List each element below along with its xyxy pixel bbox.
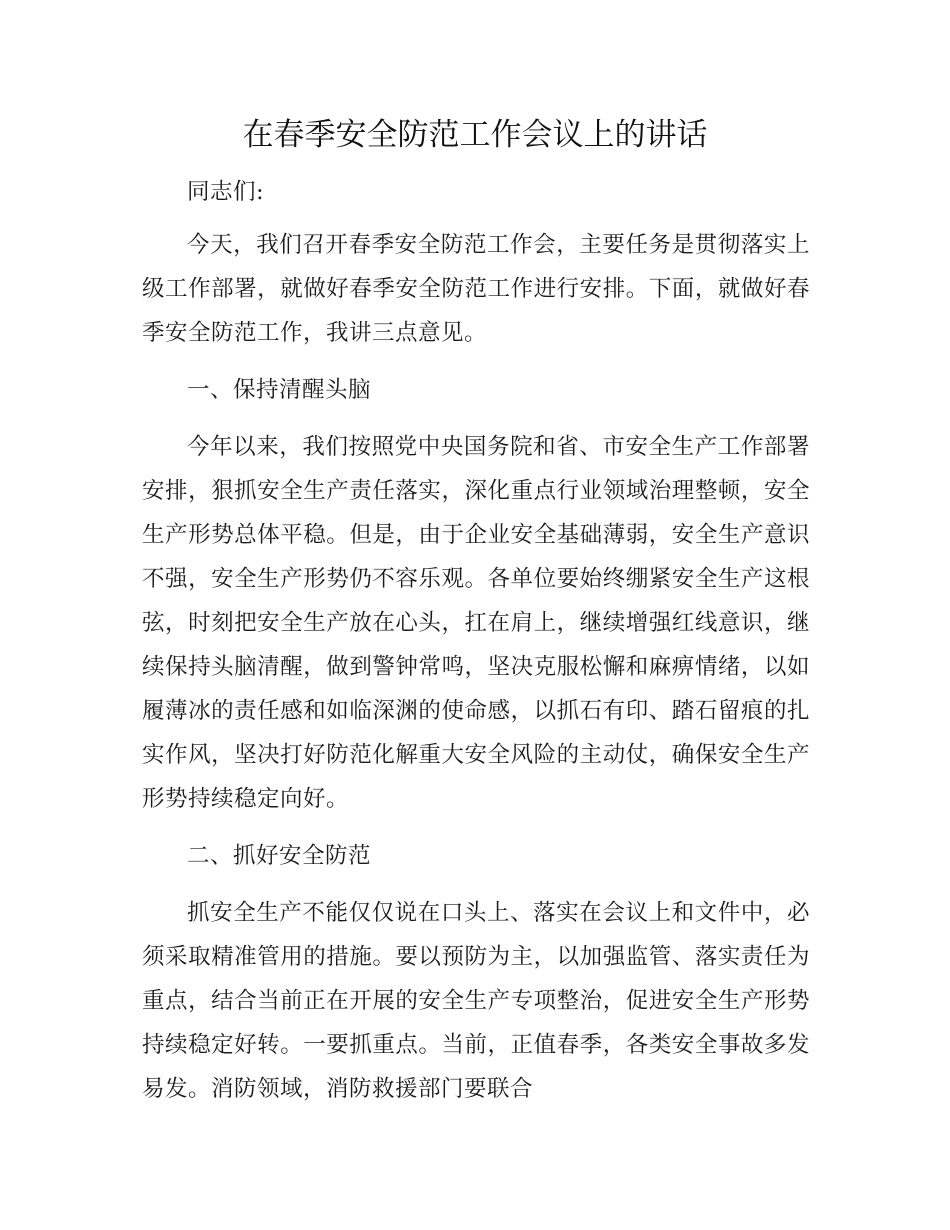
document-body: [142, 223, 810, 1111]
document-title: 在春季安全防范工作会议上的讲话: [242, 117, 708, 153]
paragraph-section-2: 抓安全生产不能仅仅说在口头上、落实在会议上和文件中，必须采取精准管用的措施。要以预防为主，以加强监管、落实责任为重点，结合当前正在开展的安全生产专项整治，促进安全生产形势持续稳定好转。一要抓重点。当前，正值春季，各类安全事故多发易发。消防领域，消防救援部门要联合: [142, 900, 810, 1102]
section-heading-1: 一、保持清醒头脑: [187, 377, 372, 403]
section-heading-2: 二、抓好安全防范: [187, 843, 372, 869]
paragraph-section-1: 今年以来，我们按照党中央国务院和省、市安全生产工作部署安排，狠抓安全生产责任落实，深化重点行业领域治理整顿，安全生产形势总体平稳。但是，由于企业安全基础薄弱，安全生产意识不强，安全生产形势仍不容乐观。各单位要始终绷紧安全生产这根弦，时刻把安全生产放在心头，扛在肩上，继续增强红线意识，继续保持头脑清醒，做到警钟常鸣，坚决克服松懈和麻痹情绪，以如履薄冰的责任感和如临深渊的使命感，以抓石有印、踏石留痕的扎实作风，坚决打好防范化解重大安全风险的主动仗，确保安全生产形势持续稳定向好。: [142, 434, 810, 812]
salutation-text: 同志们:: [187, 179, 265, 205]
salutation: [142, 170, 810, 214]
paragraph-intro: 今天，我们召开春季安全防范工作会，主要任务是贯彻落实上级工作部署，就做好春季安全防范工作进行安排。下面，就做好春季安全防范工作，我讲三点意见。: [142, 232, 810, 346]
